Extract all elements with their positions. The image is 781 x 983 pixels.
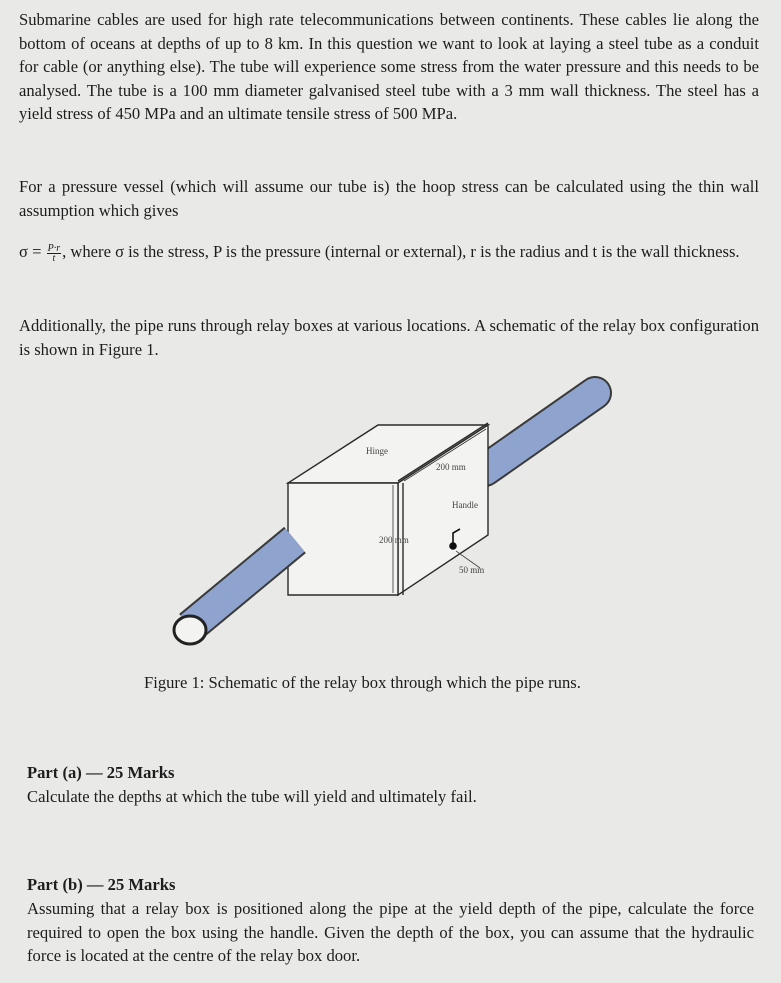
part-a-text: Calculate the depths at which the tube will yield and ultimately fail.	[27, 787, 477, 806]
formula-description: , where σ is the stress, P is the pressure (internal or external), r is the radius and t is the wall thickness.	[62, 242, 740, 261]
relay-box-schematic	[160, 365, 640, 665]
formula-denominator: t	[52, 252, 56, 264]
part-b-text: Assuming that a relay box is positioned along the pipe at the yield depth of the pipe, calculate the force required to open the box using the handle. Given the depth of the box, you can assume that the hydraulic force is located at the centre of the relay box door.	[27, 899, 754, 965]
formula-paragraph	[19, 240, 759, 264]
formula-numerator: P·r	[47, 242, 61, 254]
handle-label: Handle	[452, 500, 478, 510]
figure-caption: Figure 1: Schematic of the relay box through which the pipe runs.	[144, 673, 581, 692]
hinge-label: Hinge	[366, 446, 388, 456]
hoop-stress-paragraph: For a pressure vessel (which will assume our tube is) the hoop stress can be calculated using the thin wall assumption which gives	[19, 177, 759, 220]
relay-paragraph: Additionally, the pipe runs through relay boxes at various locations. A schematic of the relay box configuration is shown in Figure 1.	[19, 316, 759, 359]
width-label: 200 mm	[436, 462, 466, 472]
part-b-title: Part (b) — 25 Marks	[27, 875, 176, 894]
formula-fraction	[47, 244, 62, 263]
formula-lhs: σ =	[19, 242, 42, 261]
handle-dim-label: 50 mm	[459, 565, 485, 575]
relay-box-figure	[160, 365, 640, 665]
height-label: 200 mm	[379, 535, 409, 545]
part-a-title: Part (a) — 25 Marks	[27, 763, 175, 782]
pipe-opening	[174, 616, 206, 644]
pipe-front-segment	[174, 540, 295, 644]
pipe-back-segment	[485, 393, 595, 470]
intro-paragraph: Submarine cables are used for high rate telecommunications between continents. These cables lie along the bottom of oceans at depths of up to 8 km. In this question we want to look at laying a steel tube as a conduit for cable (or anything else). The tube will experience some stress from the water pressure and this needs to be analysed. The tube is a 100 mm diameter galvanised steel tube with a 3 mm wall thickness. The steel has a yield stress of 450 MPa and an ultimate tensile stress of 500 MPa.	[19, 10, 759, 123]
